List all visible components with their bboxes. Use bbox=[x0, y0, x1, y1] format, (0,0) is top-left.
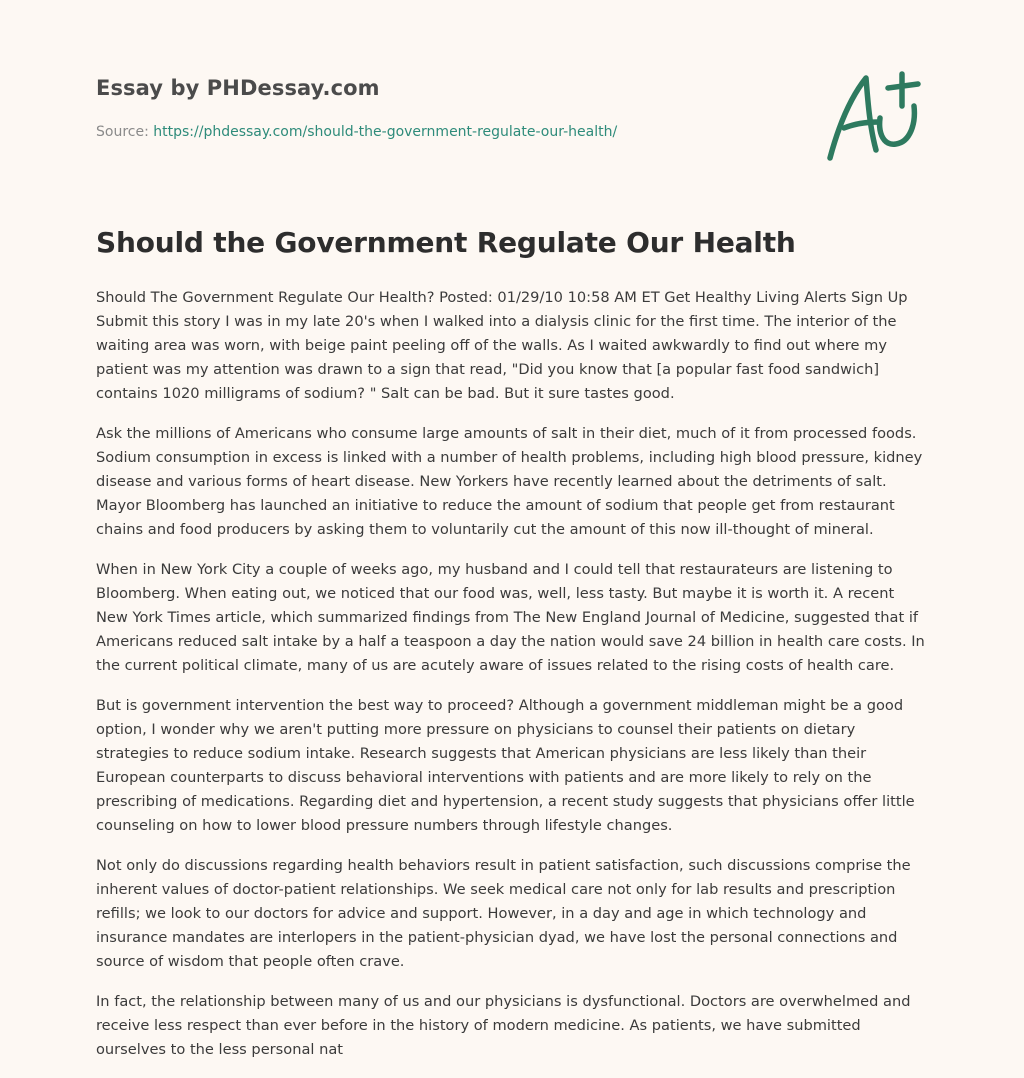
essay-paragraph: Ask the millions of Americans who consume large amounts of salt in their diet, much of it from processed foods. Sodium consumption in excess is linked with a number of health problems, including high blood pressure, kidney disease and various forms of heart disease. New Yorkers have recently learned about the detriments of salt. Mayor Bloomberg has launched an initiative to reduce the amount of sodium that people get from restaurant chains and food producers by asking them to voluntarily cut the amount of this now ill-thought of mineral. bbox=[96, 425, 923, 538]
essay-paragraph: Not only do discussions regarding health behaviors result in patient satisfaction, such discussions comprise the inherent values of doctor-patient relationships. We seek medical care not only for lab results and prescription refills; we look to our doctors for advice and support. However, in a day and age in which technology and insurance mandates are interlopers in the patient-physician dyad, we have lost the personal connections and source of wisdom that people often crave. bbox=[96, 857, 911, 970]
essay-paragraph: Should The Government Regulate Our Health? Posted: 01/29/10 10:58 AM ET Get Healthy Living Alerts Sign Up Submit this story I was in my late 20's when I walked into a dialysis clinic for the first time. The interior of the waiting area was worn, with beige paint peeling off of the walls. As I waited awkwardly to find out where my patient was my attention was drawn to a sign that read, "Did you know that [a popular fast food sandwich] contains 1020 milligrams of sodium? " Salt can be bad. But it sure tastes good. bbox=[96, 289, 908, 402]
essay-paragraph: In fact, the relationship between many of us and our physicians is dysfunctional. Doctors are overwhelmed and receive less respect than ever before in the history of modern medicine. As patients, we have submitted ourselves to the less personal nat bbox=[96, 993, 911, 1058]
essay-paragraph: When in New York City a couple of weeks ago, my husband and I could tell that restaurateurs are listening to Bloomberg. When eating out, we noticed that our food was, well, less tasty. But maybe it is worth it. A recent New York Times article, which summarized findings from The New England Journal of Medicine, suggested that if Americans reduced salt intake by a half a teaspoon a day the nation would save 24 billion in health care costs. In the current political climate, many of us are acutely aware of issues related to the rising costs of health care. bbox=[96, 561, 925, 674]
source-label: Source: bbox=[96, 124, 149, 140]
essay-body bbox=[96, 286, 930, 1078]
site-title: Essay by PHDessay.com bbox=[96, 76, 380, 100]
essay-paragraph: But is government intervention the best way to proceed? Although a government middleman might be a good option, I wonder why we aren't putting more pressure on physicians to counsel their patients on dietary strategies to reduce sodium intake. Research suggests that American physicians are less likely than their European counterparts to discuss behavioral interventions with patients and are more likely to rely on the prescribing of medications. Regarding diet and hypertension, a recent study suggests that physicians offer little counseling on how to lower blood pressure numbers through lifestyle changes. bbox=[96, 697, 915, 834]
source-link[interactable]: https://phdessay.com/should-the-government-regulate-our-health/ bbox=[153, 124, 618, 140]
source-line bbox=[96, 124, 617, 140]
a-plus-logo-icon bbox=[818, 66, 928, 166]
essay-title: Should the Government Regulate Our Health bbox=[96, 226, 796, 259]
